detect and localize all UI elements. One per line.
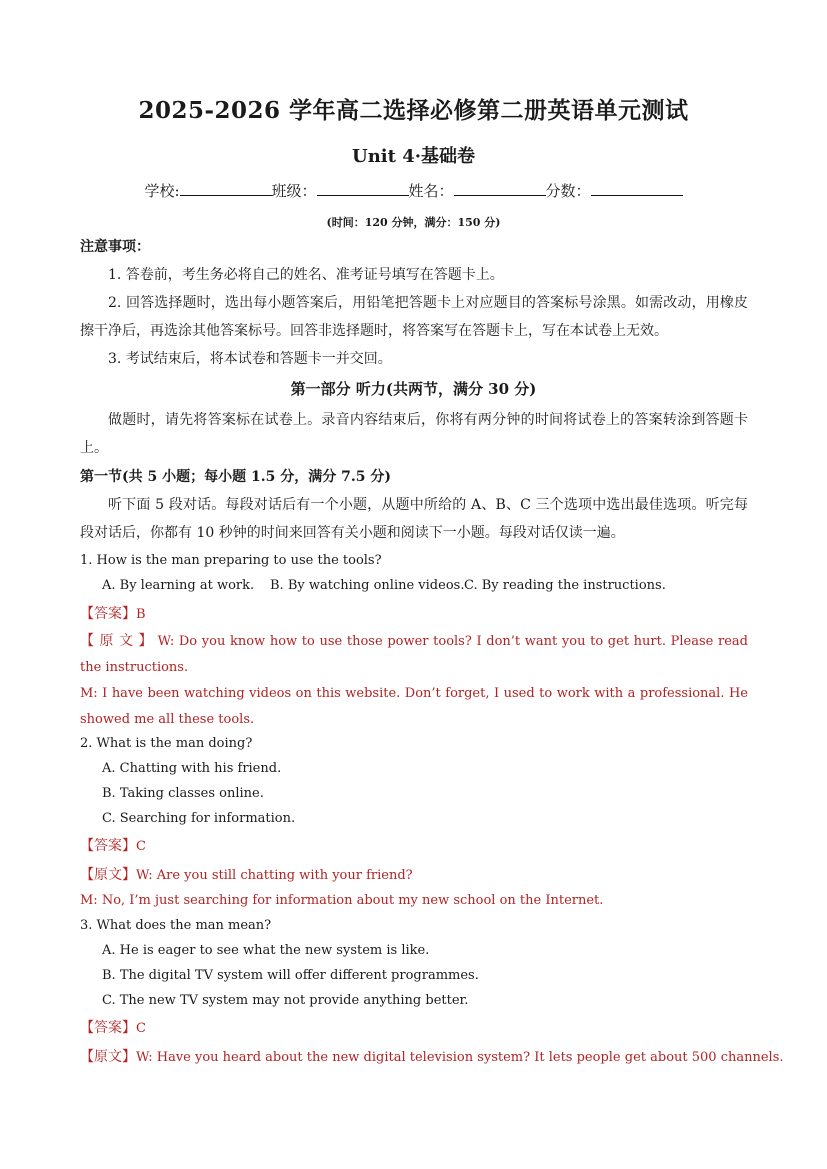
question-3-option-a: A. He is eager to see what the new system is like. [102,943,430,958]
school-label: 学校: [144,182,180,200]
question-2-option-b: B. Taking classes online. [102,786,264,801]
original-tag: 【 原 文 】 [80,633,153,649]
answer-tag: 【答案】 [80,1020,136,1036]
transcript-line: W: Are you still chatting with your friend? [136,868,413,883]
answer-value: C [136,839,146,854]
question-1-stem: 1. How is the man preparing to use the tools? [80,553,382,568]
transcript-line: W: Have you heard about the new digital television system? It lets people get about 500 channels. [136,1050,784,1065]
question-3-option-b: B. The digital TV system will offer different programmes. [102,968,479,983]
section1-title: 第一节(共 5 小题；每小题 1.5 分，满分 7.5 分) [80,469,391,485]
question-2-answer [80,835,146,855]
question-2-transcript-m: M: No, I’m just searching for information about my new school on the Internet. [80,893,604,908]
time-note: (时间：120 分钟，满分：150 分) [326,216,501,229]
student-info-row [0,180,827,201]
question-3-option-c: C. The new TV system may not provide anything better. [102,993,469,1008]
name-field[interactable] [454,181,546,196]
score-label: 分数： [545,182,591,200]
answer-tag: 【答案】 [80,838,136,854]
original-tag: 【原文】 [80,867,136,883]
answer-tag: 【答案】 [80,606,136,622]
page-title: 2025-2026 学年高二选择必修第二册英语单元测试 [138,97,689,124]
name-label: 姓名： [408,182,454,200]
question-1-answer [80,603,146,623]
question-2-transcript-w [80,864,413,884]
answer-value: C [136,1021,146,1036]
unit-subtitle: Unit 4·基础卷 [352,146,475,167]
question-2-stem: 2. What is the man doing? [80,736,253,751]
class-field[interactable] [317,181,409,196]
question-2-option-a: A. Chatting with his friend. [102,761,282,776]
question-1-option-a: A. By learning at work. [102,578,255,593]
class-label: 班级： [271,182,317,200]
score-field[interactable] [591,181,683,196]
section1-instructions: 听下面 5 段对话。每段对话后有一个小题，从题中所给的 A、B、C 三个选项中选出最佳选项。听完每段对话后，你都有 10 秒钟的时间来回答有关小题和阅读下一小题。每段对话仅读一遍。 [80,497,748,541]
question-1-transcript-w [80,628,748,681]
part1-instructions: 做题时，请先将答案标在试卷上。录音内容结束后，你将有两分钟的时间将试卷上的答案转涂到答题卡上。 [80,412,748,456]
question-1-transcript-m: M: I have been watching videos on this website. Don’t forget, I used to work with a professional. He showed me all these tools. [80,686,748,727]
answer-value: B [136,607,146,622]
notes-item-2: 2. 回答选择题时，选出每小题答案后，用铅笔把答题卡上对应题目的答案标号涂黑。如需改动，用橡皮擦干净后，再选涂其他答案标号。回答非选择题时，将答案写在答题卡上，写在本试卷上无效。 [80,295,748,339]
question-2-option-c: C. Searching for information. [102,811,296,826]
notes-item-1: 1. 答卷前，考生务必将自己的姓名、准考证号填写在答题卡上。 [108,267,504,283]
question-1-option-c: C. By reading the instructions. [464,578,666,593]
part1-title: 第一部分 听力(共两节，满分 30 分) [290,380,537,398]
transcript-line: W: Do you know how to use those power tools? I don’t want you to get hurt. Please read the instructions. [80,634,748,675]
original-tag: 【原文】 [80,1049,136,1065]
notes-item-3: 3. 考试结束后，将本试卷和答题卡一并交回。 [108,351,392,367]
notes-heading: 注意事项： [80,239,150,255]
question-3-stem: 3. What does the man mean? [80,918,272,933]
question-3-answer [80,1017,146,1037]
question-1-option-b: B. By watching online videos. [270,578,465,593]
school-field[interactable] [180,181,272,196]
question-3-transcript-w [80,1046,784,1066]
